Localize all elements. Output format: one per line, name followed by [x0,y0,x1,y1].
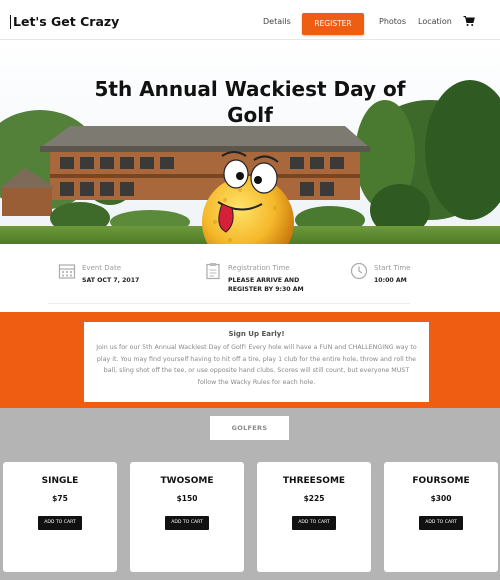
nav-link-photos[interactable]: Photos [379,17,406,26]
clipboard-icon [204,262,222,280]
nav-link-details[interactable]: Details [263,17,291,26]
event-date-label: Event Date [82,264,122,272]
calendar-icon [58,262,76,280]
clock-icon [350,262,368,280]
registration-time-line1: PLEASE ARRIVE AND [228,277,300,284]
add-to-cart-button[interactable]: ADD TO CART [419,516,463,530]
start-time-value: 10:00 AM [374,277,407,284]
ticket-price: $75 [52,494,68,503]
signup-band [0,312,500,408]
signup-title: Sign Up Early! [228,330,285,338]
ticket-name: THREESOME [282,476,346,486]
event-info-box [48,252,410,304]
ticket-name: FOURSOME [412,476,470,486]
add-to-cart-button[interactable]: ADD TO CART [38,516,82,530]
golfers-tab[interactable]: GOLFERS [210,416,289,440]
hero-background-photo [0,40,500,244]
ticket-name: TWOSOME [160,476,214,486]
registration-time-line2: REGISTER BY 9:30 AM [228,286,304,293]
ticket-card-twosome [130,462,244,572]
shopping-cart-icon[interactable] [463,15,475,27]
top-navbar [0,0,500,40]
signup-description: Join us for our 5th Annual Wackiest Day of Golf! Every hole will have a FUN and CHALLENGING way to play it. You may find yourself having to hit off a tire, play 1 club for the entire hole, throw and roll the ball, sling shot off the tee, or use opposite hand clubs. Scores will still count, but everyone MUST follow the Wacky Rules for each hole. [96,344,417,386]
hero-banner [0,40,500,244]
signup-card [84,322,429,402]
registration-time-label: Registration Time [228,264,290,272]
event-title: 5th Annual Wackiest Day of Golf [94,77,406,127]
brand-logo[interactable]: Let's Get Crazy [10,15,119,29]
event-info-strip [0,244,500,312]
event-date-value: SAT OCT 7, 2017 [82,277,140,284]
start-time-label: Start Time [374,264,411,272]
nav-link-location[interactable]: Location [418,17,452,26]
golfers-section [0,408,500,580]
ticket-price: $150 [176,494,198,503]
ticket-name: SINGLE [41,476,79,486]
add-to-cart-button[interactable]: ADD TO CART [292,516,336,530]
ticket-price: $225 [303,494,325,503]
ticket-price: $300 [430,494,452,503]
ticket-card-single [3,462,117,572]
ticket-card-threesome [257,462,371,572]
add-to-cart-button[interactable]: ADD TO CART [165,516,209,530]
register-button[interactable]: REGISTER [302,13,364,35]
ticket-card-foursome [384,462,498,572]
registration-time-value [228,276,304,294]
